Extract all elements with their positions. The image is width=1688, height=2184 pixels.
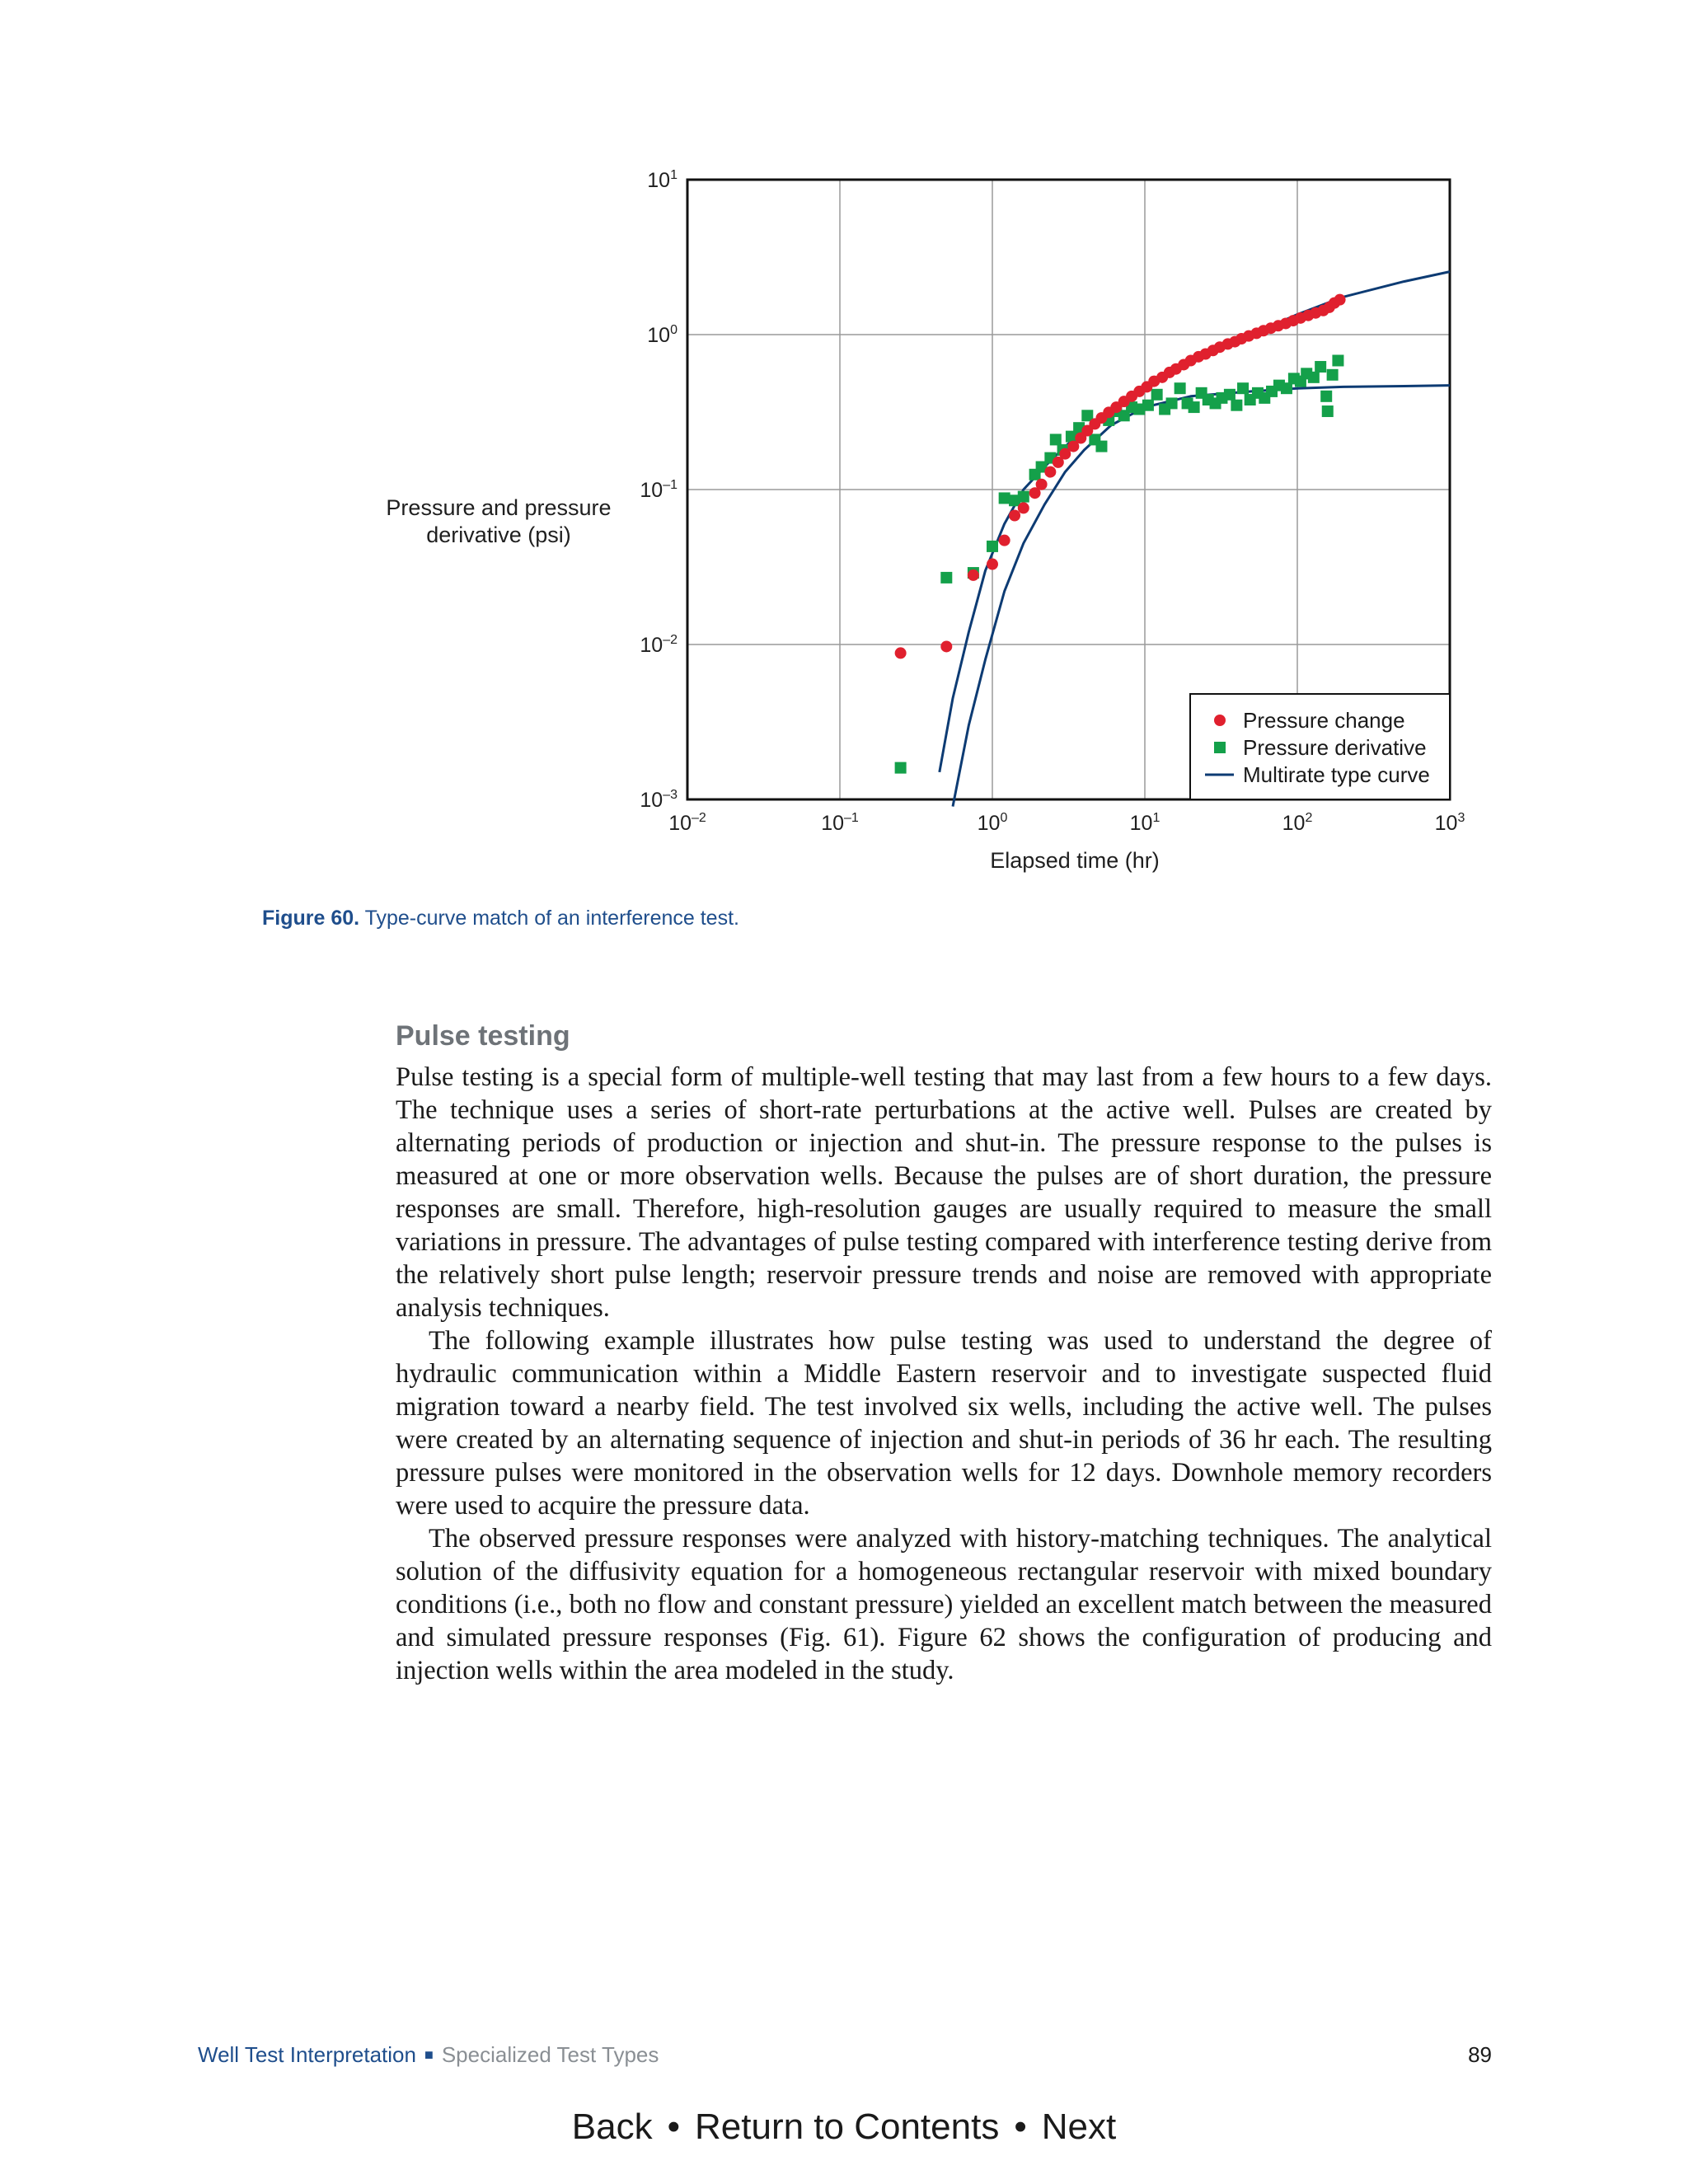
derivative-point xyxy=(1237,382,1249,394)
x-tick-label: $10^{-1}$ xyxy=(821,811,859,835)
pressure-change-point xyxy=(999,535,1010,546)
derivative-point xyxy=(1322,405,1334,417)
footer-section-title: Specialized Test Types xyxy=(441,2042,659,2067)
pressure-change-point xyxy=(940,640,952,652)
x-axis-title: Elapsed time (hr) xyxy=(990,848,1160,873)
pressure-change-point xyxy=(987,559,998,570)
legend-marker-pressure-change xyxy=(1214,715,1226,726)
page-navigation xyxy=(0,2107,1688,2148)
derivative-point xyxy=(1175,382,1186,394)
pressure-change-point xyxy=(895,647,907,658)
legend xyxy=(1190,694,1450,799)
x-tick-label: $10^3$ xyxy=(1434,811,1465,835)
derivative-point xyxy=(1231,400,1242,411)
derivative-point xyxy=(940,572,952,583)
paragraph-1: Pulse testing is a special form of multiple-well testing that may last from a few hours to a few days. The technique uses a series of short-rate perturbations at the active well. Pulses are created by alternating periods of production or injection and shut-in. The pressure response to the pulses is measured at one or more observation wells. Because the pulses are of short duration, the pressure responses are small. Therefore, high-resolution gauges are usually required to measure the small variations in pressure. The advantages of pulse testing compared with interference testing derive from the relatively short pulse length; reservoir pressure trends and noise are removed with appropriate analysis techniques. xyxy=(396,1062,1492,1323)
back-link[interactable]: Back xyxy=(571,2107,653,2147)
pressure-change-point xyxy=(1018,502,1029,513)
figure-caption xyxy=(262,907,739,930)
derivative-point xyxy=(1308,372,1320,383)
next-link[interactable]: Next xyxy=(1041,2107,1117,2147)
y-tick-label: $10^{-2}$ xyxy=(640,633,678,657)
footer-book-title: Well Test Interpretation xyxy=(198,2042,416,2067)
derivative-point xyxy=(895,762,907,774)
derivative-point xyxy=(1142,400,1154,411)
derivative-point xyxy=(999,492,1010,504)
y-tick-label: $10^{-3}$ xyxy=(640,788,678,812)
figure-number: Figure 60. xyxy=(262,907,360,930)
nav-separator: • xyxy=(667,2107,680,2147)
paragraph-2: The following example illustrates how pulse testing was used to understand the degree of hydraulic communication within a Middle Eastern reservoir and to investigate suspected fluid migration toward a nearby field. The test involved six wells, including the active well. The pulses were created by an alternating sequence of injection and shut-in periods of 36 hr each. The resulting pressure pulses were monitored in the observation wells for 12 days. Downhole memory recorders were used to acquire the pressure data. xyxy=(396,1326,1492,1521)
x-tick-labels xyxy=(668,811,1465,835)
running-footer xyxy=(198,2042,659,2068)
x-tick-label: $10^{-2}$ xyxy=(668,811,706,835)
derivative-point xyxy=(1151,389,1163,401)
figure-caption-text: Type-curve match of an interference test. xyxy=(364,907,739,930)
pressure-change-point xyxy=(1334,294,1346,306)
pressure-change-points xyxy=(895,294,1346,659)
y-tick-label: $10^0$ xyxy=(647,323,678,347)
paragraph-3: The observed pressure responses were analyzed with history-matching techniques. The analytical solution of the diffusivity equation for a homogeneous rectangular reservoir with mixed boundary conditions (i.e., both no flow and constant pressure) yielded an excellent match between the measured and simulated pressure responses (Fig. 61). Figure 62 shows the configuration of producing and injection wells within the area modeled in the study. xyxy=(396,1524,1492,1685)
derivative-point xyxy=(1050,434,1062,445)
derivative-point xyxy=(1224,389,1236,401)
y-tick-labels xyxy=(640,168,678,812)
pressure-change-point xyxy=(1044,466,1056,478)
legend-label-pressure-change: Pressure change xyxy=(1243,708,1405,733)
figure-60-chart xyxy=(0,0,1688,898)
derivative-point xyxy=(1095,441,1107,452)
section-heading: Pulse testing xyxy=(396,1020,570,1052)
return-to-contents-link[interactable]: Return to Contents xyxy=(695,2107,1000,2147)
y-tick-label: $10^1$ xyxy=(647,168,678,192)
square-bullet-icon: ■ xyxy=(424,2046,434,2063)
y-axis-title: Pressure and pressure derivative (psi) xyxy=(386,495,612,547)
y-tick-label: $10^{-1}$ xyxy=(640,478,678,502)
derivative-point xyxy=(1018,491,1029,503)
pressure-change-point xyxy=(968,569,979,581)
legend-label-pressure-derivative: Pressure derivative xyxy=(1243,735,1427,760)
x-tick-label: $10^2$ xyxy=(1282,811,1313,835)
derivative-point xyxy=(1320,391,1332,402)
page-number: 89 xyxy=(1468,2042,1492,2067)
article-section xyxy=(396,1020,1492,1687)
pressure-change-point xyxy=(1036,479,1048,490)
derivative-point xyxy=(1189,401,1200,413)
x-tick-label: $10^1$ xyxy=(1129,811,1160,835)
derivative-point xyxy=(987,541,998,552)
derivative-point xyxy=(1327,369,1339,381)
pressure-change-point xyxy=(1009,509,1020,521)
legend-label-type-curve: Multirate type curve xyxy=(1243,762,1430,787)
derivative-point xyxy=(1166,397,1178,409)
derivative-point xyxy=(1315,361,1326,373)
x-tick-label: $10^0$ xyxy=(977,811,1008,835)
nav-separator: • xyxy=(1014,2107,1027,2147)
derivative-point xyxy=(1332,354,1343,366)
legend-marker-pressure-derivative xyxy=(1214,742,1226,753)
